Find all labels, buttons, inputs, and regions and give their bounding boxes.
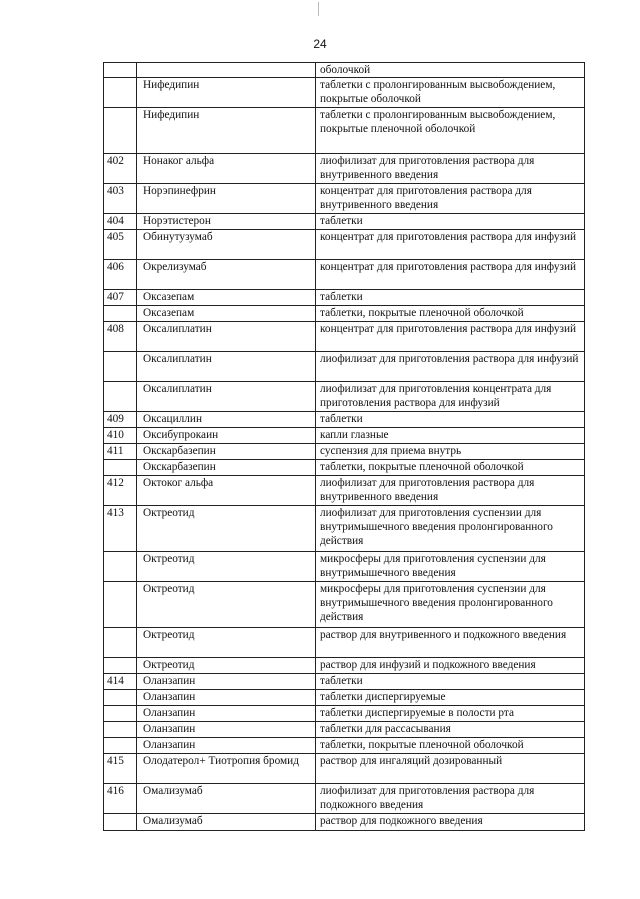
dosage-form: таблетки с пролонгированным высвобождением, покрытые оболочкой (316, 78, 585, 108)
dosage-form: таблетки, покрытые пленочной оболочкой (316, 306, 585, 322)
table-row (104, 352, 585, 382)
drug-name (137, 63, 316, 78)
table-row (104, 63, 585, 78)
dosage-form: таблетки, покрытые пленочной оболочкой (316, 738, 585, 754)
table-row (104, 214, 585, 230)
drug-name: Оланзапин (137, 738, 316, 754)
drug-name: Окскарбазепин (137, 444, 316, 460)
drug-name: Обинутузумаб (137, 230, 316, 260)
row-number (104, 306, 137, 322)
table-row (104, 322, 585, 352)
drug-name: Октреотид (137, 658, 316, 674)
dosage-form: таблетки (316, 674, 585, 690)
table-row (104, 260, 585, 290)
dosage-form: таблетки, покрытые пленочной оболочкой (316, 460, 585, 476)
dosage-form: суспензия для приема внутрь (316, 444, 585, 460)
table-row (104, 476, 585, 506)
drug-name: Октреотид (137, 582, 316, 628)
table-row (104, 306, 585, 322)
table-row (104, 690, 585, 706)
drug-table-body (104, 63, 585, 831)
row-number: 413 (104, 506, 137, 552)
row-number (104, 706, 137, 722)
row-number: 415 (104, 754, 137, 784)
drug-name: Оланзапин (137, 674, 316, 690)
table-row (104, 230, 585, 260)
drug-name: Оксалиплатин (137, 322, 316, 352)
table-row (104, 674, 585, 690)
dosage-form: лиофилизат для приготовления раствора для внутривенного введения (316, 476, 585, 506)
drug-name: Нифедипин (137, 108, 316, 154)
dosage-form: оболочкой (316, 63, 585, 78)
table-row (104, 154, 585, 184)
dosage-form: таблетки для рассасывания (316, 722, 585, 738)
dosage-form: микросферы для приготовления суспензии для внутримышечного введения пролонгированного действия (316, 582, 585, 628)
dosage-form: таблетки (316, 412, 585, 428)
drug-name: Норэпинефрин (137, 184, 316, 214)
row-number: 406 (104, 260, 137, 290)
dosage-form: лиофилизат для приготовления суспензии для внутримышечного введения пролонгированного действия (316, 506, 585, 552)
drug-name: Оксациллин (137, 412, 316, 428)
row-number (104, 63, 137, 78)
row-number: 411 (104, 444, 137, 460)
row-number: 410 (104, 428, 137, 444)
dosage-form: таблетки диспергируемые в полости рта (316, 706, 585, 722)
dosage-form: лиофилизат для приготовления раствора для подкожного введения (316, 784, 585, 814)
dosage-form: лиофилизат для приготовления раствора для инфузий (316, 352, 585, 382)
table-row (104, 706, 585, 722)
table-row (104, 814, 585, 831)
drug-name: Октреотид (137, 552, 316, 582)
dosage-form: раствор для подкожного введения (316, 814, 585, 831)
row-number (104, 814, 137, 831)
dosage-form: концентрат для приготовления раствора для инфузий (316, 260, 585, 290)
top-margin-mark (318, 2, 319, 16)
table-row (104, 382, 585, 412)
row-number: 408 (104, 322, 137, 352)
table-row (104, 582, 585, 628)
row-number: 402 (104, 154, 137, 184)
drug-name: Оланзапин (137, 706, 316, 722)
table-row (104, 428, 585, 444)
dosage-form: лиофилизат для приготовления раствора для внутривенного введения (316, 154, 585, 184)
dosage-form: концентрат для приготовления раствора для инфузий (316, 230, 585, 260)
table-row (104, 412, 585, 428)
drug-name: Омализумаб (137, 784, 316, 814)
drug-name: Оксибупрокаин (137, 428, 316, 444)
dosage-form: таблетки (316, 214, 585, 230)
dosage-form: таблетки с пролонгированным высвобождением, покрытые пленочной оболочкой (316, 108, 585, 154)
drug-name: Оланзапин (137, 690, 316, 706)
table-row (104, 738, 585, 754)
row-number (104, 382, 137, 412)
row-number (104, 552, 137, 582)
table-row (104, 552, 585, 582)
row-number (104, 108, 137, 154)
dosage-form: таблетки диспергируемые (316, 690, 585, 706)
row-number: 416 (104, 784, 137, 814)
row-number: 404 (104, 214, 137, 230)
drug-name: Нифедипин (137, 78, 316, 108)
table-row (104, 722, 585, 738)
table-row (104, 784, 585, 814)
drug-name: Оксалиплатин (137, 382, 316, 412)
row-number (104, 460, 137, 476)
table-row (104, 184, 585, 214)
table-row (104, 628, 585, 658)
dosage-form: капли глазные (316, 428, 585, 444)
page-number: 24 (313, 37, 327, 51)
drug-name: Оксазепам (137, 290, 316, 306)
drug-table (103, 62, 585, 831)
drug-name: Октреотид (137, 506, 316, 552)
drug-name: Оксалиплатин (137, 352, 316, 382)
drug-name: Омализумаб (137, 814, 316, 831)
drug-name: Оксазепам (137, 306, 316, 322)
row-number (104, 722, 137, 738)
row-number (104, 628, 137, 658)
drug-name: Окрелизумаб (137, 260, 316, 290)
row-number (104, 690, 137, 706)
table-row (104, 754, 585, 784)
drug-name: Окскарбазепин (137, 460, 316, 476)
row-number (104, 78, 137, 108)
row-number: 412 (104, 476, 137, 506)
dosage-form: микросферы для приготовления суспензии для внутримышечного введения (316, 552, 585, 582)
table-row (104, 290, 585, 306)
row-number: 409 (104, 412, 137, 428)
dosage-form: концентрат для приготовления раствора для внутривенного введения (316, 184, 585, 214)
drug-name: Нонаког альфа (137, 154, 316, 184)
drug-name: Октреотид (137, 628, 316, 658)
table-row (104, 78, 585, 108)
row-number (104, 582, 137, 628)
row-number: 405 (104, 230, 137, 260)
row-number (104, 738, 137, 754)
table-row (104, 506, 585, 552)
row-number: 403 (104, 184, 137, 214)
table-row (104, 460, 585, 476)
row-number: 407 (104, 290, 137, 306)
dosage-form: лиофилизат для приготовления концентрата для приготовления раствора для инфузий (316, 382, 585, 412)
row-number: 414 (104, 674, 137, 690)
drug-name: Октоког альфа (137, 476, 316, 506)
row-number (104, 658, 137, 674)
table-row (104, 444, 585, 460)
drug-name: Норэтистерон (137, 214, 316, 230)
dosage-form: раствор для ингаляций дозированный (316, 754, 585, 784)
dosage-form: таблетки (316, 290, 585, 306)
drug-name: Оланзапин (137, 722, 316, 738)
dosage-form: раствор для внутривенного и подкожного введения (316, 628, 585, 658)
table-row (104, 108, 585, 154)
row-number (104, 352, 137, 382)
dosage-form: концентрат для приготовления раствора для инфузий (316, 322, 585, 352)
table-row (104, 658, 585, 674)
dosage-form: раствор для инфузий и подкожного введения (316, 658, 585, 674)
drug-name: Олодатерол+ Тиотропия бромид (137, 754, 316, 784)
